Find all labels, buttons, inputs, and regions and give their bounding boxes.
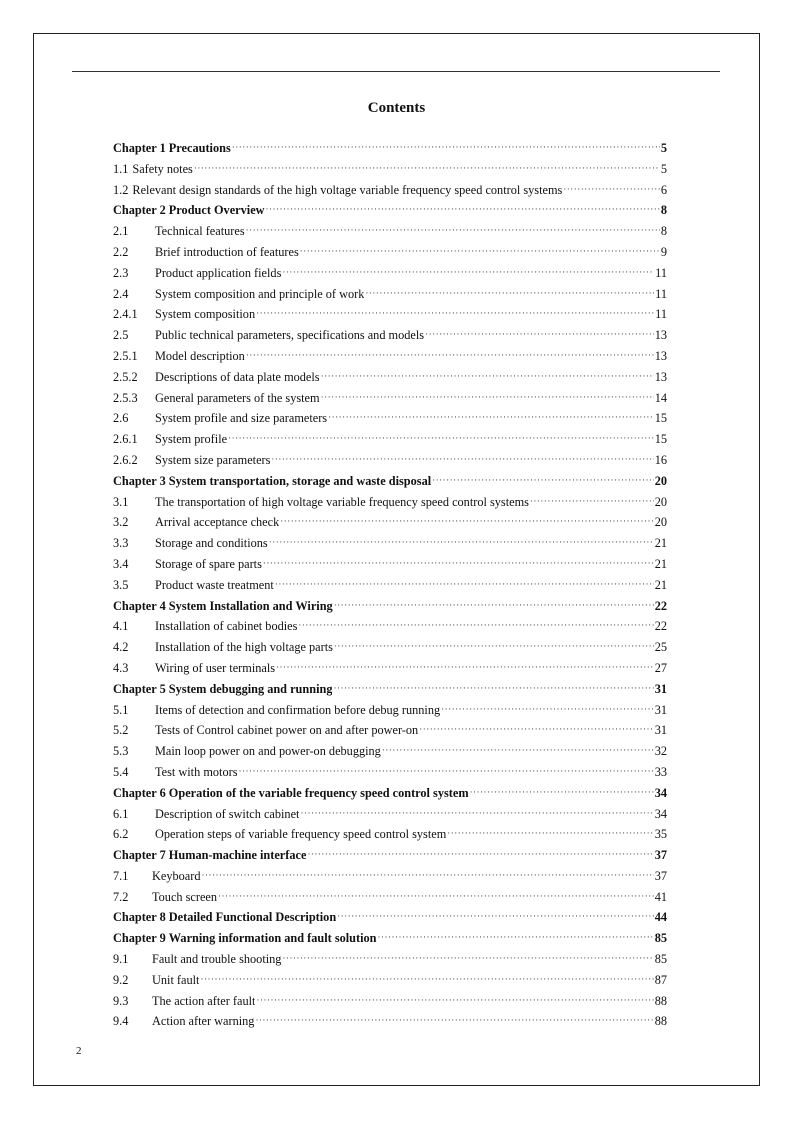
toc-section-entry[interactable]	[113, 450, 667, 471]
toc-entry-page-number: 21	[654, 536, 667, 551]
toc-dot-leader	[530, 493, 654, 505]
toc-section-entry[interactable]	[113, 533, 667, 554]
toc-entry-page-number: 20	[654, 515, 667, 530]
toc-entry-title: Relevant design standards of the high voltage variable frequency speed control systems	[132, 182, 563, 197]
toc-dot-leader	[276, 660, 654, 672]
toc-dot-leader	[218, 888, 654, 900]
toc-entry-title: Unit fault	[152, 972, 200, 987]
toc-entry-page-number: 25	[654, 640, 667, 655]
toc-entry-number: Chapter 6	[113, 785, 166, 800]
toc-dot-leader	[238, 764, 653, 776]
toc-entry-page-number: 11	[655, 286, 667, 301]
toc-entry-number: Chapter 8	[113, 910, 166, 925]
toc-entry-title: Operation of the variable frequency speed control system	[168, 785, 469, 800]
toc-section-entry[interactable]	[113, 242, 667, 263]
toc-entry-page-number: 6	[660, 182, 667, 197]
toc-entry-title: Product waste treatment	[155, 577, 274, 592]
toc-entry-page-number: 27	[654, 660, 667, 675]
toc-chapter-entry[interactable]	[113, 138, 667, 159]
toc-entry-number: 2.6	[113, 411, 129, 426]
toc-dot-leader	[280, 514, 653, 526]
toc-entry-title: Arrival acceptance check	[155, 515, 280, 530]
page-number: 2	[76, 1045, 82, 1057]
toc-dot-leader	[563, 181, 660, 193]
toc-entry-title: Storage of spare parts	[155, 556, 262, 571]
toc-entry-number: 2.6.2	[113, 452, 138, 467]
toc-entry-number: 2.3	[113, 265, 129, 280]
toc-section-entry[interactable]	[113, 575, 667, 596]
toc-entry-page-number: 22	[654, 619, 667, 634]
toc-entry-title: System Installation and Wiring	[168, 598, 333, 613]
toc-chapter-entry[interactable]	[113, 845, 667, 866]
toc-entry-number: 3.3	[113, 536, 129, 551]
toc-section-entry[interactable]	[113, 824, 667, 845]
toc-entry-number: 5.1	[113, 702, 129, 717]
toc-entry-page-number: 32	[654, 744, 667, 759]
toc-entry-title: General parameters of the system	[155, 390, 320, 405]
toc-entry-number: 6.2	[113, 827, 129, 842]
toc-section-entry[interactable]	[113, 970, 667, 991]
toc-entry-page-number: 34	[654, 806, 667, 821]
toc-entry-title: Brief introduction of features	[155, 244, 299, 259]
toc-entry-title: Fault and trouble shooting	[152, 952, 282, 967]
toc-entry-number: 2.4	[113, 286, 129, 301]
toc-section-entry[interactable]	[113, 325, 667, 346]
toc-entry-number: Chapter 2	[113, 203, 166, 218]
toc-entry-number: Chapter 4	[113, 598, 166, 613]
toc-dot-leader	[382, 743, 654, 755]
toc-entry-page-number: 87	[654, 972, 667, 987]
toc-entry-page-number: 88	[654, 1014, 667, 1029]
toc-dot-leader	[334, 639, 654, 651]
toc-entry-number: 2.5	[113, 328, 129, 343]
toc-chapter-entry[interactable]	[113, 471, 667, 492]
toc-entry-number: Chapter 5	[113, 681, 166, 696]
toc-section-entry[interactable]	[113, 887, 667, 908]
toc-entry-page-number: 16	[654, 452, 667, 467]
toc-section-entry[interactable]	[113, 762, 667, 783]
toc-entry-number: 2.2	[113, 244, 129, 259]
toc-entry-number: 1.2	[113, 182, 129, 197]
toc-section-entry[interactable]	[113, 637, 667, 658]
table-of-contents	[113, 138, 667, 1032]
toc-entry-title: Installation of cabinet bodies	[155, 619, 298, 634]
toc-dot-leader	[321, 368, 654, 380]
toc-section-entry[interactable]	[113, 616, 667, 637]
toc-section-entry[interactable]	[113, 284, 667, 305]
toc-entry-title: Items of detection and confirmation before debug running	[155, 702, 441, 717]
toc-dot-leader	[307, 847, 653, 859]
toc-dot-leader	[470, 784, 654, 796]
toc-entry-title: System composition	[155, 307, 256, 322]
toc-dot-leader	[263, 556, 654, 568]
toc-chapter-entry[interactable]	[113, 783, 667, 804]
toc-dot-leader	[300, 244, 660, 256]
toc-dot-leader	[441, 701, 654, 713]
toc-section-entry[interactable]	[113, 991, 667, 1012]
toc-section-entry[interactable]	[113, 804, 667, 825]
toc-entry-number: 4.1	[113, 619, 129, 634]
toc-section-entry[interactable]	[113, 429, 667, 450]
toc-dot-leader	[269, 535, 654, 547]
toc-dot-leader	[334, 597, 654, 609]
toc-dot-leader	[300, 805, 653, 817]
header-rule	[72, 71, 720, 72]
toc-entry-page-number: 85	[654, 931, 667, 946]
toc-entry-number: 6.1	[113, 806, 129, 821]
toc-entry-title: System size parameters	[155, 452, 271, 467]
toc-entry-number: Chapter 1	[113, 141, 166, 155]
toc-section-entry[interactable]	[113, 492, 667, 513]
toc-entry-page-number: 31	[654, 723, 667, 738]
toc-dot-leader	[378, 930, 654, 942]
toc-entry-number: 5.3	[113, 744, 129, 759]
toc-section-entry[interactable]	[113, 408, 667, 429]
contents-heading: Contents	[367, 100, 426, 116]
toc-entry-title: Main loop power on and power-on debugging	[155, 744, 381, 759]
toc-entry-page-number: 15	[654, 432, 667, 447]
toc-entry-title: Storage and conditions	[155, 536, 268, 551]
toc-entry-title: Product application fields	[155, 265, 282, 280]
toc-section-entry[interactable]	[113, 866, 667, 887]
toc-entry-number: 4.2	[113, 640, 129, 655]
toc-dot-leader	[246, 223, 660, 235]
toc-entry-page-number: 44	[654, 910, 667, 925]
toc-section-entry[interactable]	[113, 700, 667, 721]
toc-dot-leader	[333, 680, 653, 692]
toc-dot-leader	[266, 202, 660, 214]
toc-entry-number: 3.2	[113, 515, 129, 530]
toc-section-entry[interactable]	[113, 180, 667, 201]
toc-entry-number: Chapter 3	[113, 473, 166, 488]
toc-entry-number: 2.4.1	[113, 307, 138, 322]
toc-entry-page-number: 11	[655, 265, 667, 280]
toc-dot-leader	[282, 264, 654, 276]
toc-entry-page-number: 15	[654, 411, 667, 426]
toc-dot-leader	[194, 161, 660, 173]
toc-dot-leader	[328, 410, 654, 422]
toc-section-entry[interactable]	[113, 346, 667, 367]
toc-entry-title: Precautions	[168, 141, 231, 155]
toc-entry-title: Safety notes	[132, 161, 193, 176]
toc-entry-title: Operation steps of variable frequency speed control system	[155, 827, 447, 842]
toc-entry-title: The transportation of high voltage variable frequency speed control systems	[155, 494, 529, 509]
toc-entry-title: Action after warning	[152, 1014, 255, 1029]
toc-entry-title: The action after fault	[152, 993, 256, 1008]
toc-entry-page-number: 31	[654, 702, 667, 717]
toc-chapter-entry[interactable]	[113, 596, 667, 617]
toc-entry-title: Warning information and fault solution	[168, 931, 377, 946]
toc-entry-page-number: 21	[654, 556, 667, 571]
toc-entry-number: 1.1	[113, 161, 129, 176]
toc-dot-leader	[321, 389, 654, 401]
toc-section-entry[interactable]	[113, 512, 667, 533]
toc-entry-title: System profile	[155, 432, 228, 447]
toc-entry-page-number: 11	[655, 307, 667, 322]
toc-dot-leader	[337, 909, 654, 921]
toc-entry-number: 9.3	[113, 993, 129, 1008]
toc-section-entry[interactable]	[113, 1011, 667, 1032]
toc-chapter-entry[interactable]	[113, 679, 667, 700]
toc-entry-number: 7.1	[113, 868, 129, 883]
toc-entry-title: Wiring of user terminals	[155, 660, 276, 675]
toc-chapter-entry[interactable]	[113, 928, 667, 949]
toc-entry-page-number: 22	[654, 598, 667, 613]
toc-entry-title: Description of switch cabinet	[155, 806, 300, 821]
toc-entry-page-number: 20	[654, 473, 667, 488]
toc-entry-number: 2.5.2	[113, 369, 138, 384]
toc-dot-leader	[256, 306, 654, 318]
toc-dot-leader	[282, 951, 653, 963]
toc-entry-page-number: 37	[654, 868, 667, 883]
toc-entry-page-number: 14	[654, 390, 667, 405]
toc-entry-page-number: 41	[654, 889, 667, 904]
toc-entry-page-number: 8	[660, 224, 667, 239]
toc-entry-number: 2.6.1	[113, 432, 138, 447]
toc-dot-leader	[232, 140, 660, 152]
toc-entry-title: System profile and size parameters	[155, 411, 328, 426]
toc-section-entry[interactable]	[113, 263, 667, 284]
toc-entry-page-number: 20	[654, 494, 667, 509]
toc-entry-number: 2.5.1	[113, 348, 138, 363]
toc-entry-title: Test with motors	[155, 764, 238, 779]
toc-entry-number: Chapter 7	[113, 848, 166, 863]
toc-entry-number: 9.4	[113, 1014, 129, 1029]
toc-section-entry[interactable]	[113, 221, 667, 242]
toc-entry-page-number: 88	[654, 993, 667, 1008]
toc-section-entry[interactable]	[113, 159, 667, 180]
toc-dot-leader	[298, 618, 653, 630]
toc-entry-page-number: 33	[654, 764, 667, 779]
toc-entry-number: 7.2	[113, 889, 129, 904]
toc-entry-number: 2.5.3	[113, 390, 138, 405]
toc-entry-page-number: 9	[660, 244, 667, 259]
toc-section-entry[interactable]	[113, 741, 667, 762]
toc-dot-leader	[425, 327, 654, 339]
toc-entry-number: 3.4	[113, 556, 129, 571]
toc-dot-leader	[419, 722, 654, 734]
toc-dot-leader	[447, 826, 653, 838]
toc-dot-leader	[255, 1013, 653, 1025]
toc-entry-page-number: 85	[654, 952, 667, 967]
toc-dot-leader	[365, 285, 654, 297]
toc-dot-leader	[228, 431, 654, 443]
toc-entry-title: Model description	[155, 348, 245, 363]
toc-entry-page-number: 21	[654, 577, 667, 592]
toc-chapter-entry[interactable]	[113, 907, 667, 928]
toc-dot-leader	[256, 992, 653, 1004]
toc-entry-page-number: 13	[654, 348, 667, 363]
toc-entry-number: 9.1	[113, 952, 129, 967]
toc-entry-title: Installation of the high voltage parts	[155, 640, 333, 655]
toc-entry-title: System composition and principle of work	[155, 286, 365, 301]
toc-entry-page-number: 8	[660, 203, 667, 218]
toc-entry-title: Technical features	[155, 224, 245, 239]
toc-entry-title: Keyboard	[152, 868, 201, 883]
toc-entry-page-number: 13	[654, 369, 667, 384]
toc-entry-page-number: 5	[660, 161, 667, 176]
toc-dot-leader	[432, 472, 654, 484]
toc-entry-number: 4.3	[113, 660, 129, 675]
toc-entry-page-number: 31	[654, 681, 667, 696]
toc-entry-number: 3.1	[113, 494, 129, 509]
toc-entry-number: 9.2	[113, 972, 129, 987]
toc-dot-leader	[202, 868, 654, 880]
toc-entry-page-number: 35	[654, 827, 667, 842]
toc-dot-leader	[246, 348, 654, 360]
toc-dot-leader	[275, 576, 654, 588]
toc-entry-number: 5.4	[113, 764, 129, 779]
toc-entry-title: System transportation, storage and waste disposal	[168, 473, 432, 488]
toc-entry-page-number: 5	[660, 141, 667, 155]
toc-section-entry[interactable]	[113, 304, 667, 325]
toc-section-entry[interactable]	[113, 554, 667, 575]
toc-entry-number: 2.1	[113, 224, 129, 239]
toc-section-entry[interactable]	[113, 720, 667, 741]
toc-section-entry[interactable]	[113, 658, 667, 679]
toc-section-entry[interactable]	[113, 949, 667, 970]
toc-dot-leader	[200, 972, 653, 984]
toc-entry-page-number: 37	[654, 848, 667, 863]
toc-entry-title: Tests of Control cabinet power on and after power-on	[155, 723, 419, 738]
toc-section-entry[interactable]	[113, 388, 667, 409]
toc-entry-title: Descriptions of data plate models	[155, 369, 320, 384]
toc-chapter-entry[interactable]	[113, 200, 667, 221]
toc-entry-number: 5.2	[113, 723, 129, 738]
toc-dot-leader	[271, 452, 653, 464]
toc-entry-page-number: 34	[654, 785, 667, 800]
toc-entry-title: System debugging and running	[168, 681, 333, 696]
toc-entry-title: Detailed Functional Description	[168, 910, 337, 925]
toc-entry-number: Chapter 9	[113, 931, 166, 946]
toc-entry-title: Product Overview	[168, 203, 265, 218]
toc-section-entry[interactable]	[113, 367, 667, 388]
toc-entry-title: Public technical parameters, specifications and models	[155, 328, 425, 343]
toc-entry-page-number: 13	[654, 328, 667, 343]
toc-entry-title: Human-machine interface	[168, 848, 307, 863]
toc-entry-number: 3.5	[113, 577, 129, 592]
toc-entry-title: Touch screen	[152, 889, 218, 904]
